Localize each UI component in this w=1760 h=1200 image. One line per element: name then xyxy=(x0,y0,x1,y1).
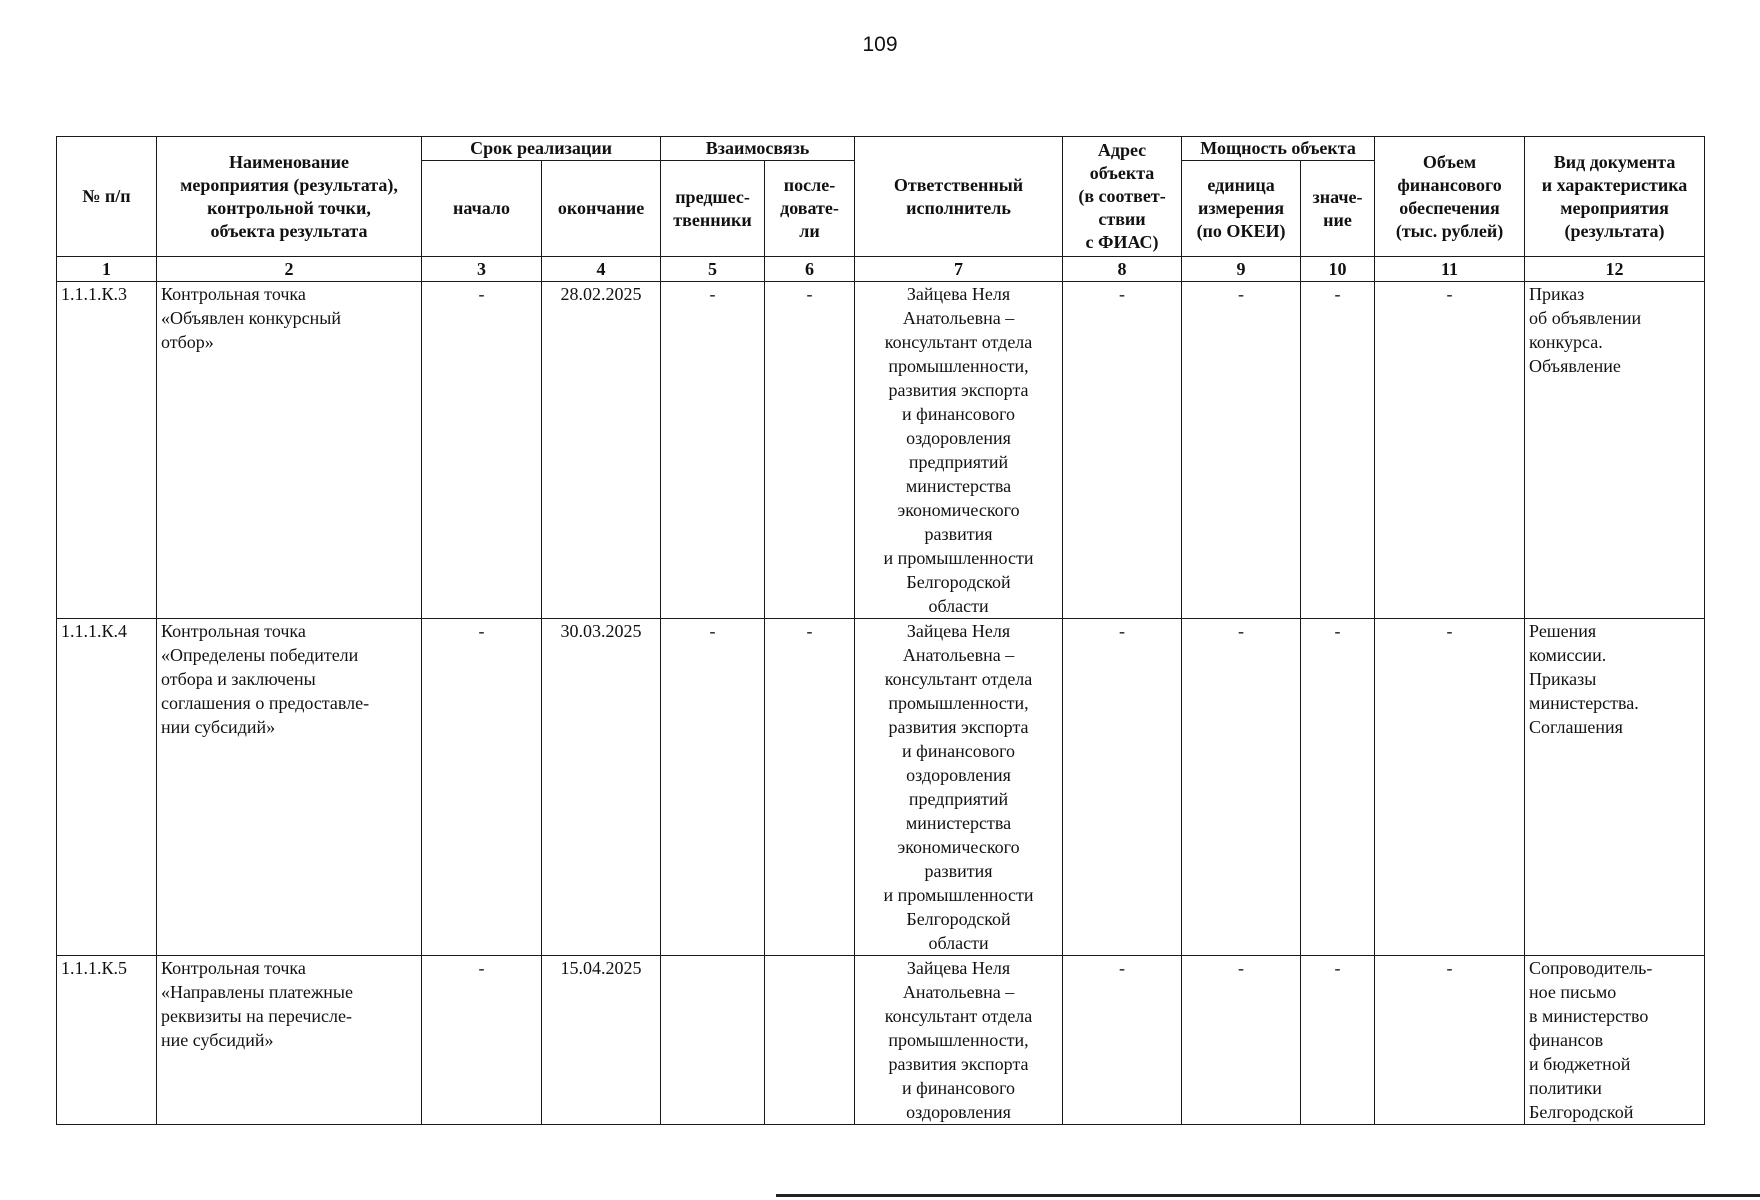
header-power-group: Мощность объекта xyxy=(1182,137,1375,161)
row-document: Решения комиссии. Приказы министерства. Соглашения xyxy=(1525,619,1705,956)
row-predecessors xyxy=(661,956,765,1125)
row-responsible: Зайцева Неля Анатольевна – консультант отдела промышленности, развития экспорта и финансового оздоровления xyxy=(855,956,1063,1125)
row-successors: - xyxy=(765,619,855,956)
row-value: - xyxy=(1301,619,1375,956)
header-value: значе- ние xyxy=(1301,161,1375,257)
column-number: 3 xyxy=(422,257,542,282)
row-name: Контрольная точка «Определены победители отбора и заключены соглашения о предоставле- нии субсидий» xyxy=(157,619,422,956)
header-address: Адрес объекта (в соответ- ствии с ФИАС) xyxy=(1063,137,1182,257)
column-number: 9 xyxy=(1182,257,1301,282)
column-number: 8 xyxy=(1063,257,1182,282)
row-financing: - xyxy=(1375,619,1525,956)
row-value: - xyxy=(1301,282,1375,619)
row-unit: - xyxy=(1182,956,1301,1125)
row-unit: - xyxy=(1182,282,1301,619)
row-document: Сопроводитель- ное письмо в министерство финансов и бюджетной политики Белгородской xyxy=(1525,956,1705,1125)
column-number: 12 xyxy=(1525,257,1705,282)
row-code: 1.1.1.К.4 xyxy=(57,619,157,956)
header-start: начало xyxy=(422,161,542,257)
row-name: Контрольная точка «Объявлен конкурсный отбор» xyxy=(157,282,422,619)
column-number: 7 xyxy=(855,257,1063,282)
row-predecessors: - xyxy=(661,282,765,619)
page-bottom-rule xyxy=(776,1194,1760,1197)
row-document: Приказ об объявлении конкурса. Объявление xyxy=(1525,282,1705,619)
row-end: 15.04.2025 xyxy=(542,956,661,1125)
row-address: - xyxy=(1063,956,1182,1125)
header-row-1 xyxy=(57,137,1705,161)
page-number: 109 xyxy=(862,33,898,56)
row-responsible: Зайцева Неля Анатольевна – консультант отдела промышленности, развития экспорта и финансового оздоровления предприятий министерства экономического развития и промышленности Белгородской области xyxy=(855,282,1063,619)
row-unit: - xyxy=(1182,619,1301,956)
row-name: Контрольная точка «Направлены платежные реквизиты на перечисле- ние субсидий» xyxy=(157,956,422,1125)
row-financing: - xyxy=(1375,956,1525,1125)
row-value: - xyxy=(1301,956,1375,1125)
column-number-row xyxy=(57,257,1705,282)
row-start: - xyxy=(422,282,542,619)
row-end: 28.02.2025 xyxy=(542,282,661,619)
column-number: 4 xyxy=(542,257,661,282)
row-successors: - xyxy=(765,282,855,619)
table-row xyxy=(57,619,1705,956)
header-unit: единица измерения (по ОКЕИ) xyxy=(1182,161,1301,257)
row-successors xyxy=(765,956,855,1125)
row-predecessors: - xyxy=(661,619,765,956)
header-term-group: Срок реализации xyxy=(422,137,661,161)
header-responsible: Ответственный исполнитель xyxy=(855,137,1063,257)
row-address: - xyxy=(1063,619,1182,956)
row-end: 30.03.2025 xyxy=(542,619,661,956)
header-num: № п/п xyxy=(57,137,157,257)
column-number: 1 xyxy=(57,257,157,282)
header-predecessors: предшес- твенники xyxy=(661,161,765,257)
header-end: окончание xyxy=(542,161,661,257)
header-document: Вид документа и характеристика мероприятия (результата) xyxy=(1525,137,1705,257)
row-financing: - xyxy=(1375,282,1525,619)
header-name: Наименование мероприятия (результата), контрольной точки, объекта результата xyxy=(157,137,422,257)
column-number: 5 xyxy=(661,257,765,282)
plan-table xyxy=(56,136,1705,1125)
row-code: 1.1.1.К.5 xyxy=(57,956,157,1125)
row-start: - xyxy=(422,619,542,956)
table-row xyxy=(57,956,1705,1125)
column-number: 11 xyxy=(1375,257,1525,282)
table-row xyxy=(57,282,1705,619)
column-number: 6 xyxy=(765,257,855,282)
header-link-group: Взаимосвязь xyxy=(661,137,855,161)
header-successors: после- довате- ли xyxy=(765,161,855,257)
row-responsible: Зайцева Неля Анатольевна – консультант отдела промышленности, развития экспорта и финансового оздоровления предприятий министерства экономического развития и промышленности Белгородской области xyxy=(855,619,1063,956)
row-address: - xyxy=(1063,282,1182,619)
row-start: - xyxy=(422,956,542,1125)
column-number: 2 xyxy=(157,257,422,282)
header-financing: Объем финансового обеспечения (тыс. рублей) xyxy=(1375,137,1525,257)
row-code: 1.1.1.К.3 xyxy=(57,282,157,619)
column-number: 10 xyxy=(1301,257,1375,282)
